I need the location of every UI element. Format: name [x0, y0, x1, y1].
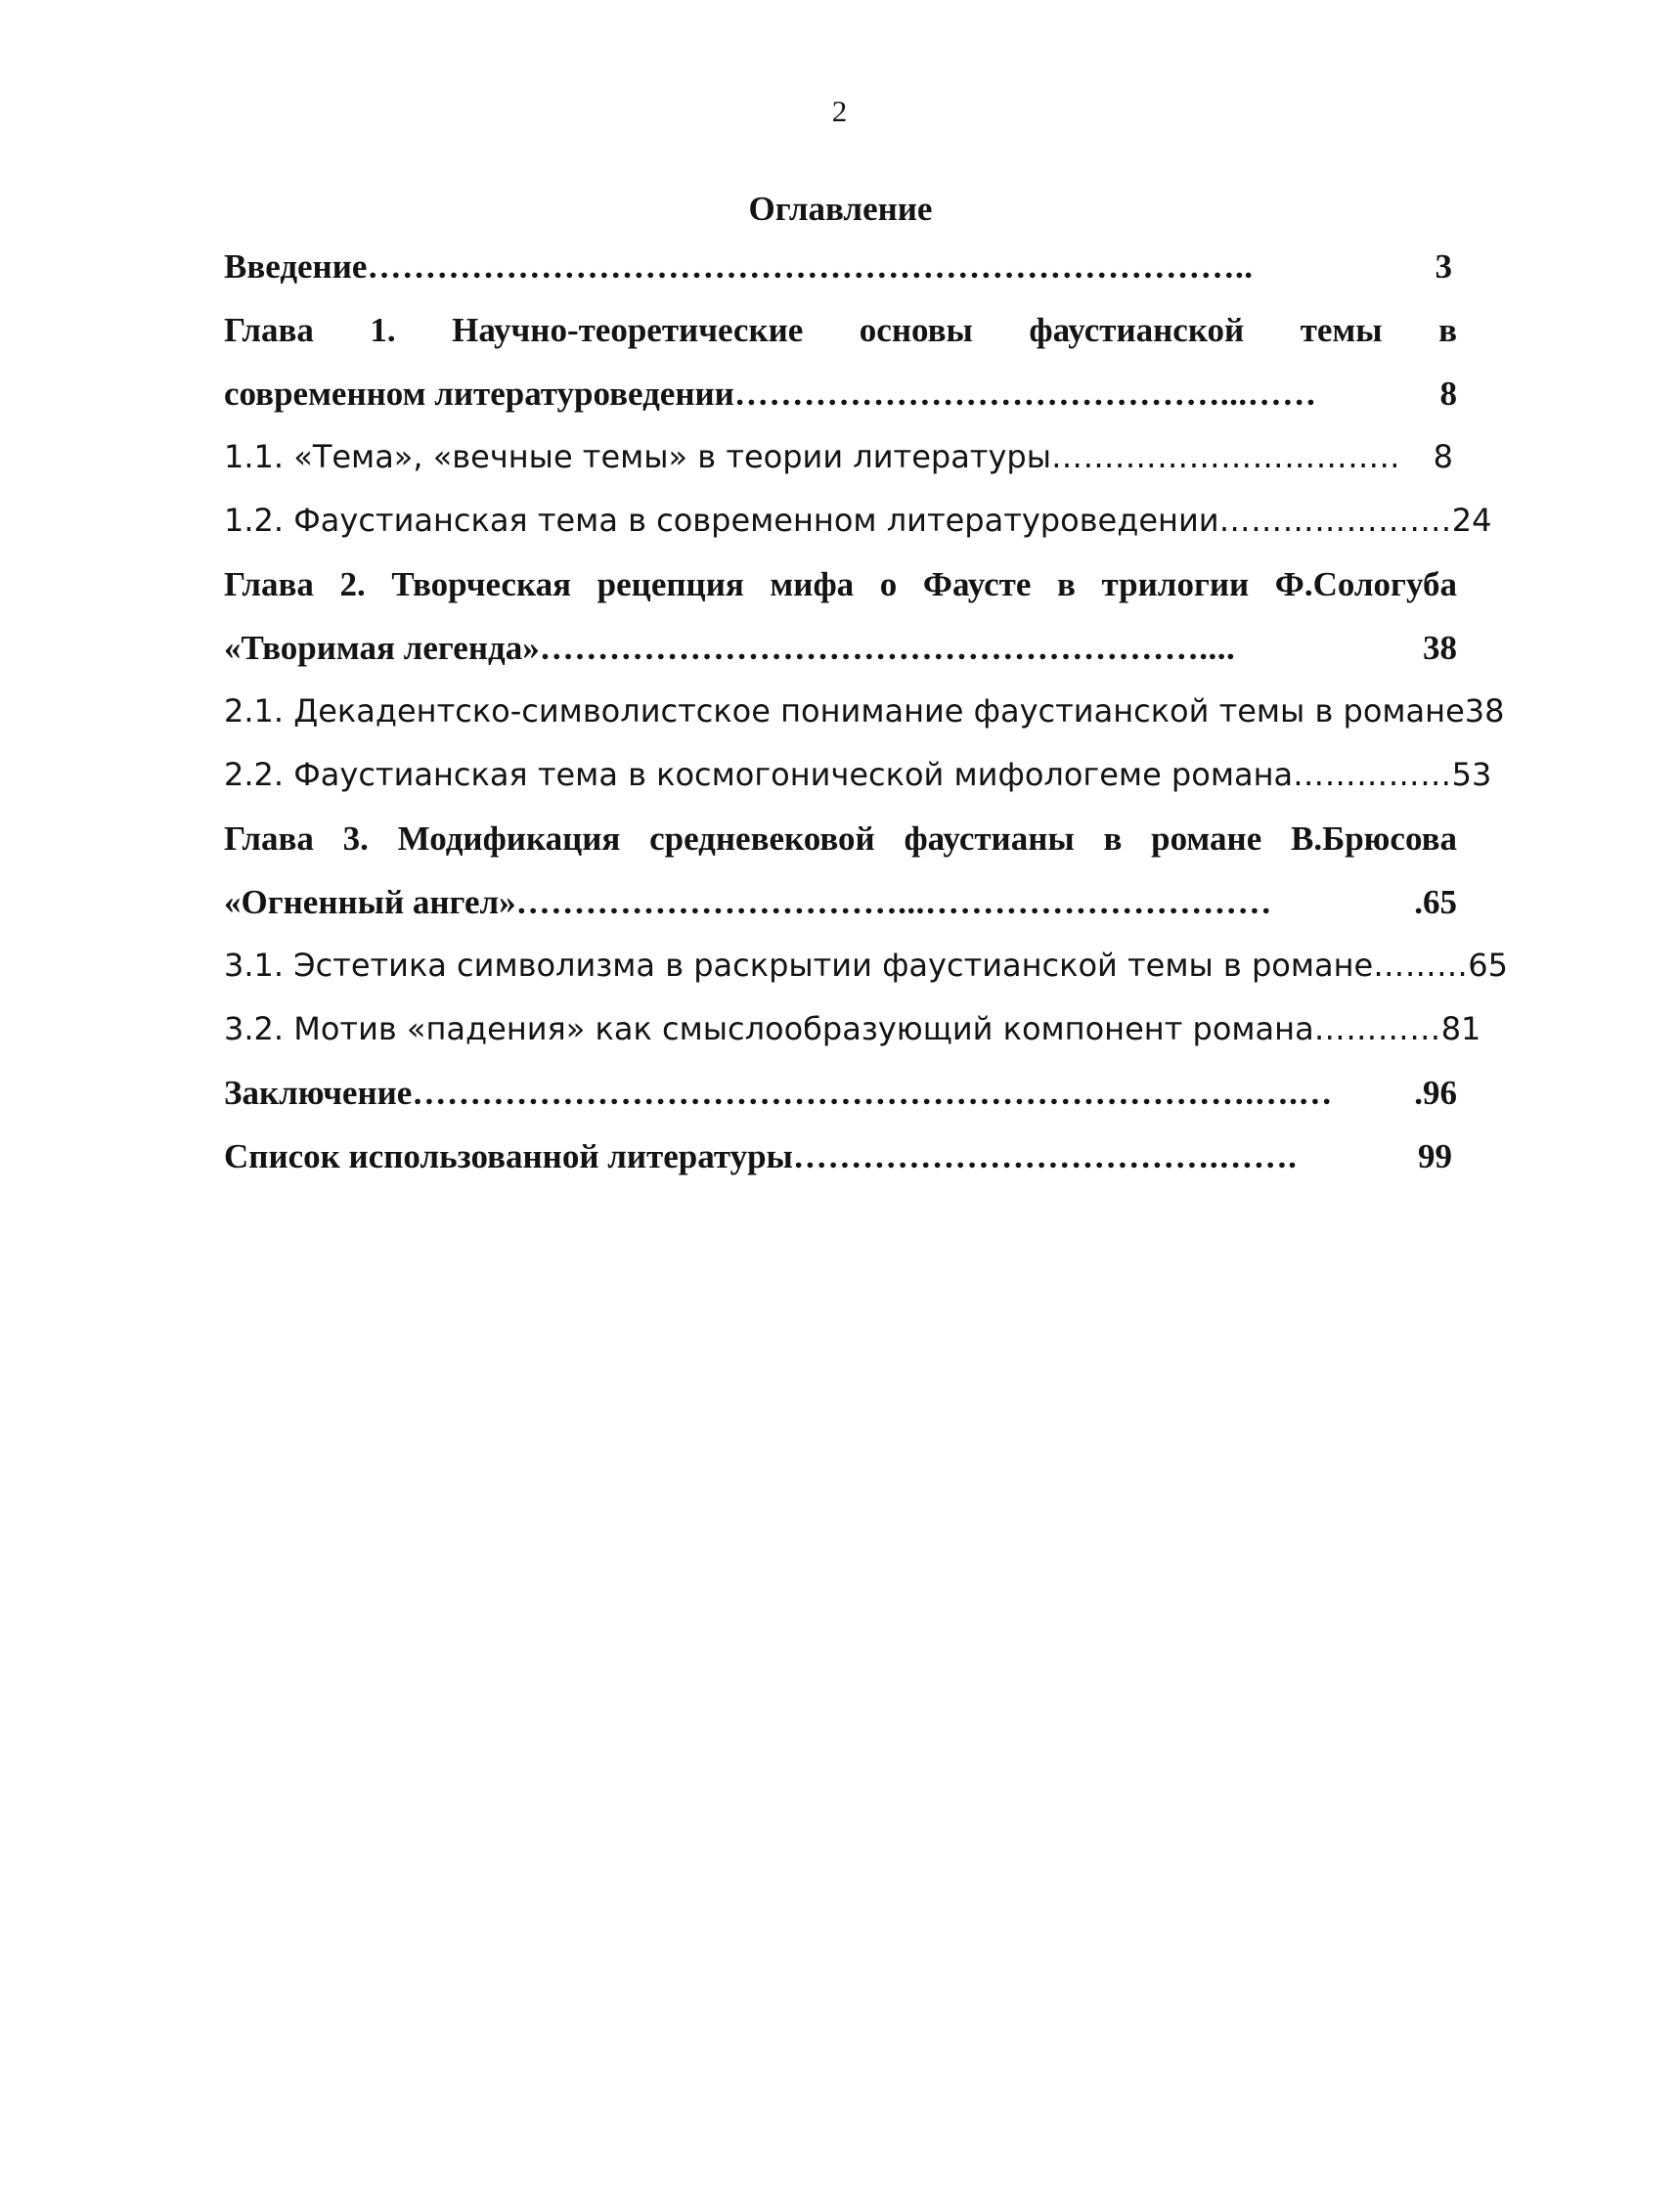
table-of-contents — [224, 184, 1508, 1188]
toc-entry-chapter-3-line-2[interactable] — [224, 870, 1457, 934]
toc-entry-text: 1.1. «Тема», «вечные темы» в теории литературы — [224, 438, 1051, 475]
toc-entry-text: 2.2. Фаустианская тема в космогонической мифологеме романа — [224, 756, 1294, 793]
page-number: 2 — [831, 94, 848, 128]
toc-entry-text: «Огненный ангел» — [224, 883, 516, 921]
toc-entry-chapter-2-line-1[interactable]: Глава 2. Творческая рецепция мифа о Фаусте в трилогии Ф.Сологуба — [224, 565, 1457, 603]
toc-entry-text: Заключение — [224, 1074, 413, 1112]
toc-entry-section-1-1[interactable] — [224, 425, 1453, 489]
toc-entry-section-3-1[interactable] — [224, 934, 1508, 997]
toc-leader: ……………………………………………………………….….… — [412, 1074, 1333, 1112]
toc-entry-section-2-2[interactable] — [224, 743, 1492, 807]
toc-entry-chapter-2-line-2[interactable] — [224, 616, 1457, 680]
toc-leader: ……………………………….……. — [792, 1137, 1298, 1175]
toc-page-number: 65 — [1468, 947, 1508, 984]
toc-entry-text: Список использованной литературы — [224, 1137, 793, 1175]
toc-leader: ……………………………………...…… — [733, 375, 1317, 413]
toc-page-number: 3 — [1435, 247, 1452, 286]
toc-entry-text: Введение — [224, 247, 368, 286]
toc-page-number: 24 — [1451, 502, 1492, 539]
toc-entry-text: современном литературоведении — [224, 375, 734, 413]
toc-page-number: 81 — [1440, 1010, 1481, 1047]
toc-leader: ………………………………………………………………….. — [367, 247, 1254, 286]
toc-page-number: .96 — [1414, 1074, 1457, 1112]
toc-page-number: 8 — [1439, 375, 1457, 413]
toc-entry-text: 3.1. Эстетика символизма в раскрытии фаустианской темы в романе — [224, 947, 1374, 984]
toc-entry-section-2-1[interactable] — [224, 680, 1505, 743]
toc-leader: ………………………………………………….... — [539, 629, 1236, 667]
toc-entry-text: «Творимая легенда» — [224, 629, 540, 667]
toc-entry-chapter-3-line-1[interactable]: Глава 3. Модификация средневековой фаустианы в романе В.Брюсова — [224, 819, 1457, 858]
toc-entry-introduction[interactable] — [224, 235, 1452, 298]
toc-title: Оглавление — [748, 190, 933, 228]
toc-page-number: 38 — [1423, 629, 1457, 667]
toc-entry-chapter-1-line-2[interactable] — [224, 362, 1457, 425]
toc-entry-references[interactable] — [224, 1125, 1452, 1188]
toc-leader: ……………….… — [1218, 502, 1452, 539]
toc-leader: …….…………………….. — [1050, 438, 1400, 475]
toc-page-number: 99 — [1418, 1137, 1452, 1175]
toc-entry-conclusion[interactable] — [224, 1061, 1457, 1125]
toc-page-number: 38 — [1464, 692, 1505, 730]
toc-entry-text: 1.2. Фаустианская тема в современном литературоведении — [224, 502, 1219, 539]
toc-page-number: 53 — [1451, 756, 1492, 793]
toc-entry-chapter-1-line-1[interactable]: Глава 1. Научно-теоретические основы фаустианской темы в — [224, 311, 1457, 349]
toc-leader: ……………………………...………………………… — [515, 883, 1272, 921]
toc-page-number: 8 — [1433, 438, 1453, 475]
toc-entry-text: 3.2. Мотив «падения» как смыслообразующий компонент романа — [224, 1010, 1314, 1047]
toc-leader: ……... — [1373, 947, 1469, 984]
toc-entry-section-3-2[interactable] — [224, 997, 1481, 1061]
toc-leader: ………… — [1313, 1010, 1441, 1047]
toc-entry-section-1-2[interactable] — [224, 489, 1492, 553]
toc-entry-text: 2.1. Декадентско-символистское понимание фаустианской темы в романе — [224, 692, 1465, 730]
toc-leader: …………… — [1293, 756, 1452, 793]
toc-page-number: .65 — [1414, 883, 1457, 921]
